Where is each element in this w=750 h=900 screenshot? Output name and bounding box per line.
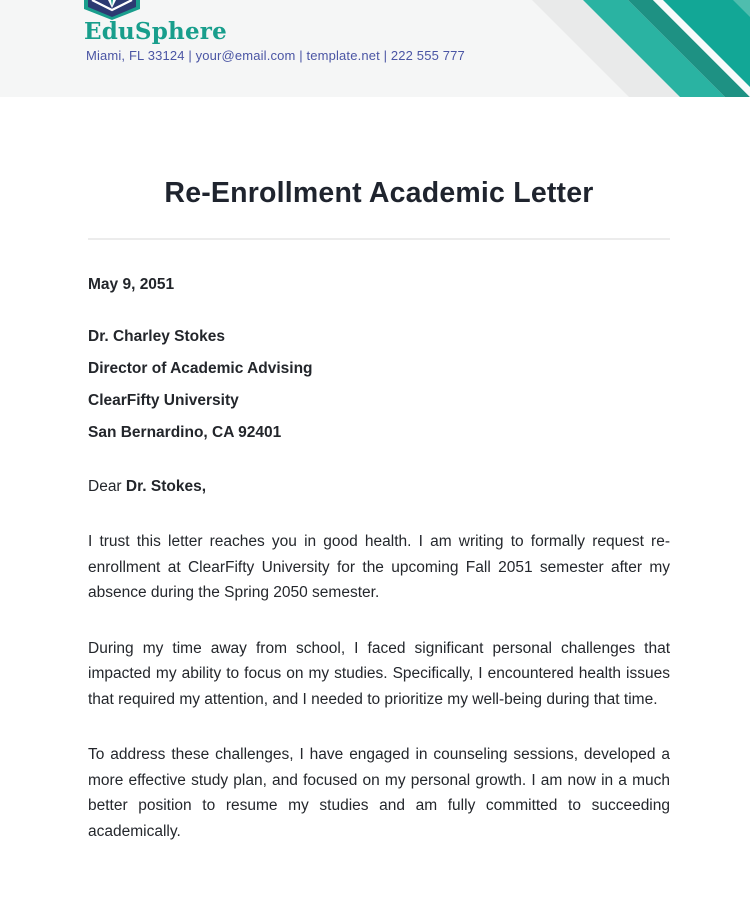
letter-body — [0, 97, 750, 844]
salutation-recipient-name: Dr. Stokes, — [125, 478, 207, 495]
salutation-prefix: Dear — [88, 478, 126, 495]
recipient-name: Dr. Charley Stokes — [88, 328, 225, 345]
recipient-institution: ClearFifty University — [88, 392, 239, 409]
paragraph-recovery: To address these challenges, I have engaged in counseling sessions, developed a more effective study plan, and focused on my personal growth. I am now in a much better position to resume my studies and am fully committed to succeeding academically. — [88, 746, 670, 840]
contact-info-line: Miami, FL 33124 | your@email.com | template.net | 222 555 777 — [86, 48, 465, 63]
paragraph-challenges: During my time away from school, I faced significant personal challenges that impacted my ability to focus on my studies. Specifically, I encountered health issues that required my attention, and I needed to prioritize my well-being during that time. — [88, 639, 670, 708]
recipient-block — [88, 321, 670, 449]
title-divider — [88, 238, 670, 240]
recipient-address: San Bernardino, CA 92401 — [88, 424, 282, 441]
corner-stripes-decoration — [520, 0, 750, 97]
letter-title: Re-Enrollment Academic Letter — [164, 177, 594, 209]
paragraph-intro: I trust this letter reaches you in good health. I am writing to formally request re-enrollment at ClearFifty University for the upcoming Fall 2051 semester after my absence during the Spring 2050 semester. — [88, 533, 670, 601]
brand-name: EduSphere — [84, 18, 227, 45]
letter-date: May 9, 2051 — [88, 276, 175, 293]
recipient-role: Director of Academic Advising — [88, 360, 313, 377]
letterhead — [0, 0, 750, 97]
salutation — [88, 474, 670, 499]
open-book-icon — [84, 0, 140, 20]
